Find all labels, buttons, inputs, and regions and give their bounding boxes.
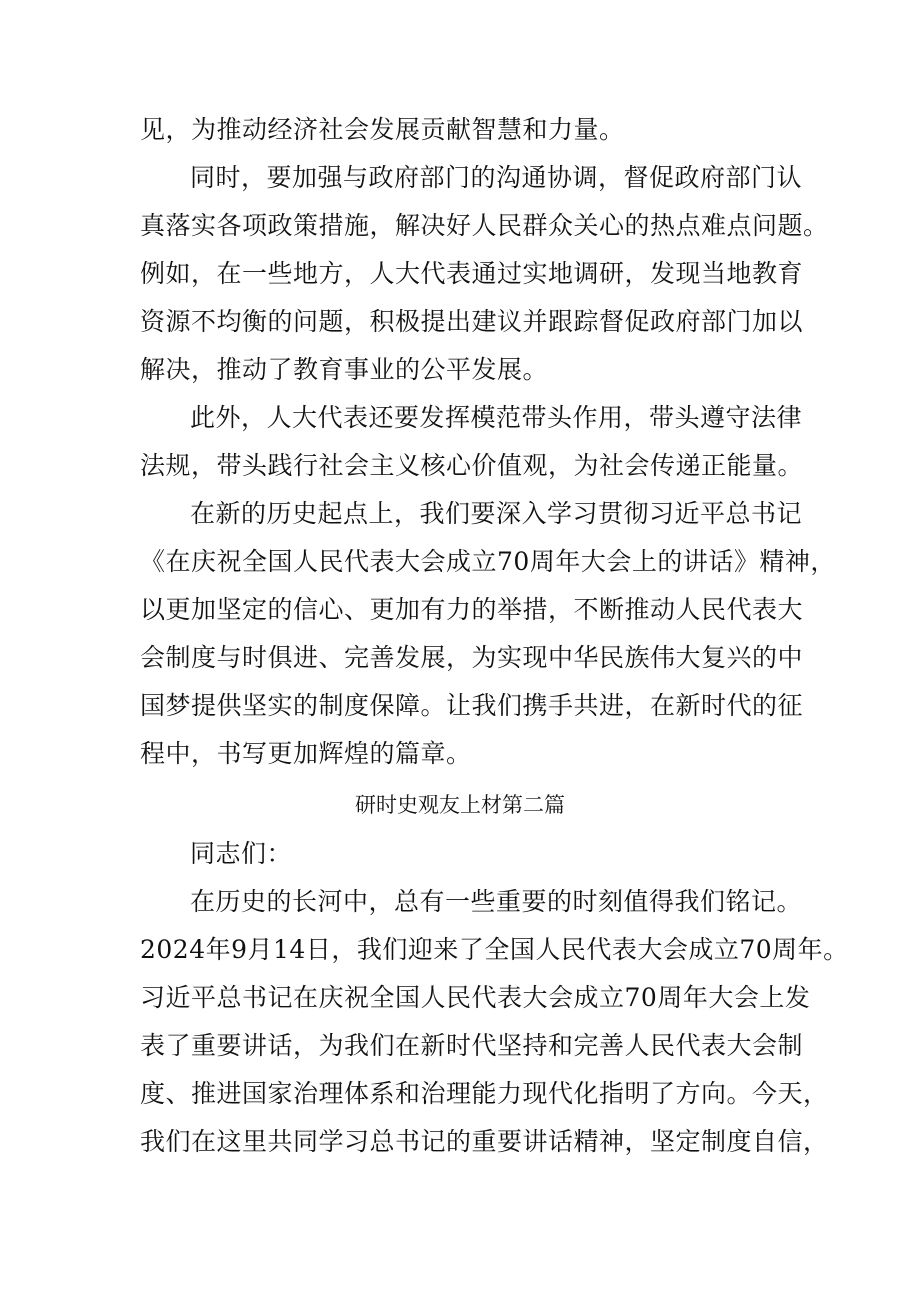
paragraph-line: 表了重要讲话，为我们在新时代坚持和完善人民代表大会制 (140, 1031, 804, 1060)
paragraph-line: 2024年9月14日，我们迎来了全国人民代表大会成立70周年。 (140, 935, 849, 964)
paragraph-line: 真落实各项政策措施，解决好人民群众关心的热点难点问题。 (140, 211, 829, 240)
paragraph-line: 解决，推动了教育事业的公平发展。 (140, 355, 549, 384)
paragraph-line: 《在庆祝全国人民代表大会成立70周年大会上的讲话》精神， (140, 547, 836, 576)
paragraph-line: 例如，在一些地方，人大代表通过实地调研，发现当地教育 (140, 259, 804, 288)
salutation: 同志们： (190, 839, 293, 868)
paragraph-line: 程中，书写更加辉煌的篇章。 (140, 739, 472, 768)
paragraph-line: 我们在这里共同学习总书记的重要讲话精神，坚定制度自信， (140, 1127, 829, 1156)
paragraph-line: 以更加坚定的信心、更加有力的举措，不断推动人民代表大 (140, 595, 804, 624)
paragraph-line: 会制度与时俱进、完善发展，为实现中华民族伟大复兴的中 (140, 643, 804, 672)
paragraph-line: 法规，带头践行社会主义核心价值观，为社会传递正能量。 (140, 451, 804, 480)
section-title: 研时史观友上材第二篇 (355, 793, 565, 817)
paragraph-line: 习近平总书记在庆祝全国人民代表大会成立70周年大会上发 (140, 983, 811, 1012)
paragraph-line: 资源不均衡的问题，积极提出建议并跟踪督促政府部门加以 (140, 307, 804, 336)
paragraph-line: 见，为推动经济社会发展贡献智慧和力量。 (140, 115, 625, 144)
paragraph-line: 同时，要加强与政府部门的沟通协调，督促政府部门认 (190, 163, 803, 192)
paragraph-line: 在新的历史起点上，我们要深入学习贯彻习近平总书记 (190, 499, 803, 528)
paragraph-line: 此外，人大代表还要发挥模范带头作用，带头遵守法律 (190, 403, 803, 432)
paragraph-line: 在历史的长河中，总有一些重要的时刻值得我们铭记。 (190, 887, 803, 916)
paragraph-line: 度、推进国家治理体系和治理能力现代化指明了方向。今天， (140, 1079, 829, 1108)
paragraph-line: 国梦提供坚实的制度保障。让我们携手共进，在新时代的征 (140, 691, 804, 720)
